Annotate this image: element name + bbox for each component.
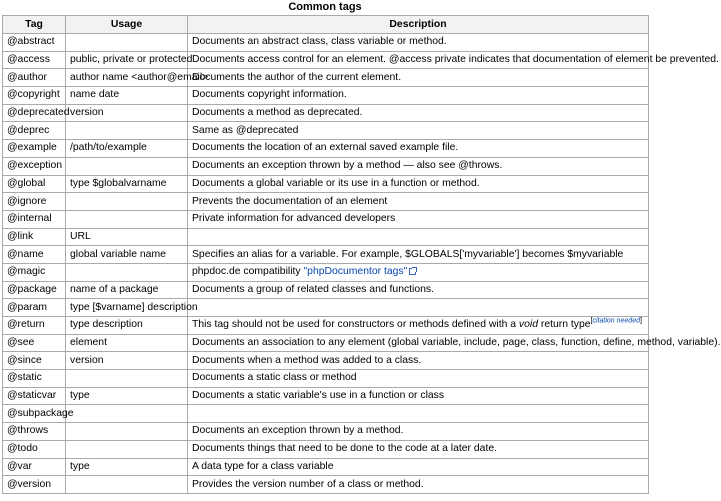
description-cell — [188, 193, 649, 211]
table-row — [3, 317, 649, 335]
usage-cell — [66, 193, 188, 211]
tag-cell: @return — [3, 317, 66, 335]
description-cell — [188, 440, 649, 458]
description-text: phpdoc.de compatibility — [192, 266, 304, 278]
tag-cell: @deprec — [3, 122, 66, 140]
description-text: Documents a global variable or its use in a function or method. — [192, 177, 480, 189]
description-cell — [188, 317, 649, 335]
tag-cell: @abstract — [3, 34, 66, 52]
table-row — [3, 387, 649, 405]
description-cell — [188, 210, 649, 228]
description-text: Specifies an alias for a variable. For example, $GLOBALS['myvariable'] becomes $myvariable — [192, 248, 624, 260]
tag-cell: @see — [3, 334, 66, 352]
table-row — [3, 34, 649, 52]
description-text: Documents a method as deprecated. — [192, 107, 363, 119]
description-text: Documents copyright information. — [192, 89, 347, 101]
usage-cell — [66, 440, 188, 458]
description-text: Documents a static class or method — [192, 372, 357, 384]
description-text: Documents an exception thrown by a method. — [192, 425, 404, 437]
description-text: Prevents the documentation of an element — [192, 195, 388, 207]
usage-cell — [66, 157, 188, 175]
description-text: Private information for advanced developers — [192, 213, 396, 225]
description-cell — [188, 34, 649, 52]
table-header-row — [3, 16, 649, 34]
citation-bracket-close: ] — [639, 317, 642, 325]
usage-cell: type $globalvarname — [66, 175, 188, 193]
usage-cell: element — [66, 334, 188, 352]
tag-cell: @ignore — [3, 193, 66, 211]
usage-cell: name of a package — [66, 281, 188, 299]
description-text: Documents the location of an external saved example file. — [192, 142, 459, 154]
usage-cell: version — [66, 104, 188, 122]
table-row — [3, 440, 649, 458]
phpdocumentor-tags-link[interactable]: "phpDocumentor tags" — [303, 266, 408, 278]
description-text: Documents a group of related classes and functions. — [192, 283, 435, 295]
tag-cell: @link — [3, 228, 66, 246]
table-row — [3, 87, 649, 105]
table-row — [3, 140, 649, 158]
table-row — [3, 423, 649, 441]
table-row — [3, 210, 649, 228]
usage-cell: type — [66, 387, 188, 405]
description-cell — [188, 175, 649, 193]
table-row — [3, 263, 649, 281]
tag-cell: @exception — [3, 157, 66, 175]
table-body — [3, 34, 721, 494]
tag-cell: @access — [3, 51, 66, 69]
description-cell — [188, 334, 721, 352]
description-text: Documents an abstract class, class variable or method. — [192, 36, 447, 48]
description-cell — [188, 299, 649, 317]
description-text: Documents things that need to be done to the code at a later date. — [192, 443, 498, 455]
description-cell — [188, 122, 649, 140]
tag-cell: @copyright — [3, 87, 66, 105]
usage-cell — [66, 263, 188, 281]
description-text: Documents an association to any element (global variable, include, page, class, function, define, method, variable). — [192, 337, 721, 349]
description-cell — [188, 87, 649, 105]
description-cell — [188, 263, 649, 281]
tag-cell: @global — [3, 175, 66, 193]
table-row — [3, 405, 649, 423]
tag-cell: @version — [3, 476, 66, 494]
description-cell — [188, 104, 649, 122]
description-cell — [188, 69, 649, 87]
table-row — [3, 193, 649, 211]
table-row — [3, 246, 649, 264]
table-row — [3, 334, 649, 352]
usage-cell — [66, 476, 188, 494]
usage-cell: global variable name — [66, 246, 188, 264]
usage-cell — [66, 423, 188, 441]
usage-cell — [66, 405, 188, 423]
table-row — [3, 299, 649, 317]
usage-cell: author name <author@email> — [66, 69, 188, 87]
usage-cell: /path/to/example — [66, 140, 188, 158]
description-text: A data type for a class variable — [192, 460, 334, 472]
tag-cell: @internal — [3, 210, 66, 228]
tag-cell: @staticvar — [3, 387, 66, 405]
tag-cell: @example — [3, 140, 66, 158]
tag-cell: @throws — [3, 423, 66, 441]
table-row — [3, 157, 649, 175]
tag-cell: @author — [3, 69, 66, 87]
tag-cell: @since — [3, 352, 66, 370]
description-cell — [188, 51, 719, 69]
usage-cell: type — [66, 458, 188, 476]
citation-bracket-open: [ — [590, 317, 593, 325]
tag-cell: @name — [3, 246, 66, 264]
description-cell — [188, 458, 649, 476]
usage-cell: name date — [66, 87, 188, 105]
table-row — [3, 458, 649, 476]
usage-cell — [66, 34, 188, 52]
usage-cell: type description — [66, 317, 188, 335]
tag-cell: @deprecated — [3, 104, 66, 122]
description-text: This tag should not be used for constructors or methods defined with a — [192, 319, 519, 331]
description-text: Documents access control for an element. @access private indicates that documentation of element be prevented. — [192, 54, 719, 66]
table-row — [3, 51, 649, 69]
table-row — [3, 476, 649, 494]
tag-cell: @todo — [3, 440, 66, 458]
description-cell — [188, 387, 649, 405]
description-cell — [188, 281, 649, 299]
description-cell — [188, 140, 649, 158]
citation-needed-note — [591, 318, 642, 325]
description-cell — [188, 352, 649, 370]
description-cell — [188, 157, 649, 175]
column-header-usage: Usage — [66, 16, 188, 34]
description-text: Documents the author of the current element. — [192, 71, 402, 83]
description-text: Provides the version number of a class or method. — [192, 478, 424, 490]
usage-cell: public, private or protected — [66, 51, 188, 69]
description-text: Documents a static variable's use in a function or class — [192, 390, 445, 402]
usage-cell: version — [66, 352, 188, 370]
tag-cell: @package — [3, 281, 66, 299]
tag-cell: @param — [3, 299, 66, 317]
description-text: Same as @deprecated — [192, 124, 299, 136]
usage-cell: URL — [66, 228, 188, 246]
tag-cell: @static — [3, 370, 66, 388]
column-header-description: Description — [188, 16, 649, 34]
description-cell — [188, 423, 649, 441]
common-tags-table-container — [2, 0, 721, 494]
table-row — [3, 228, 649, 246]
table-row — [3, 122, 649, 140]
usage-cell — [66, 122, 188, 140]
table-row — [3, 352, 649, 370]
usage-cell — [66, 370, 188, 388]
description-cell — [188, 228, 649, 246]
description-text-after: return type — [537, 319, 591, 331]
table-caption: Common tags — [288, 1, 362, 13]
description-text: Documents when a method was added to a class. — [192, 354, 422, 366]
tag-cell: @magic — [3, 263, 66, 281]
citation-needed-link[interactable]: citation needed — [592, 317, 640, 325]
description-text: Documents an exception thrown by a method — also see @throws. — [192, 160, 503, 172]
usage-cell: type [$varname] description — [66, 299, 188, 317]
description-cell — [188, 246, 649, 264]
column-header-tag: Tag — [3, 16, 66, 34]
external-link-icon — [409, 268, 416, 275]
table-row — [3, 281, 649, 299]
return-type-italic: void — [518, 319, 538, 331]
table-row — [3, 175, 649, 193]
tag-cell: @var — [3, 458, 66, 476]
description-cell — [188, 476, 649, 494]
table-row — [3, 370, 649, 388]
usage-cell — [66, 210, 188, 228]
common-tags-table — [2, 15, 721, 494]
table-row — [3, 69, 649, 87]
description-cell — [188, 370, 649, 388]
table-row — [3, 104, 649, 122]
tag-cell: @subpackage — [3, 405, 66, 423]
description-cell — [188, 405, 649, 423]
